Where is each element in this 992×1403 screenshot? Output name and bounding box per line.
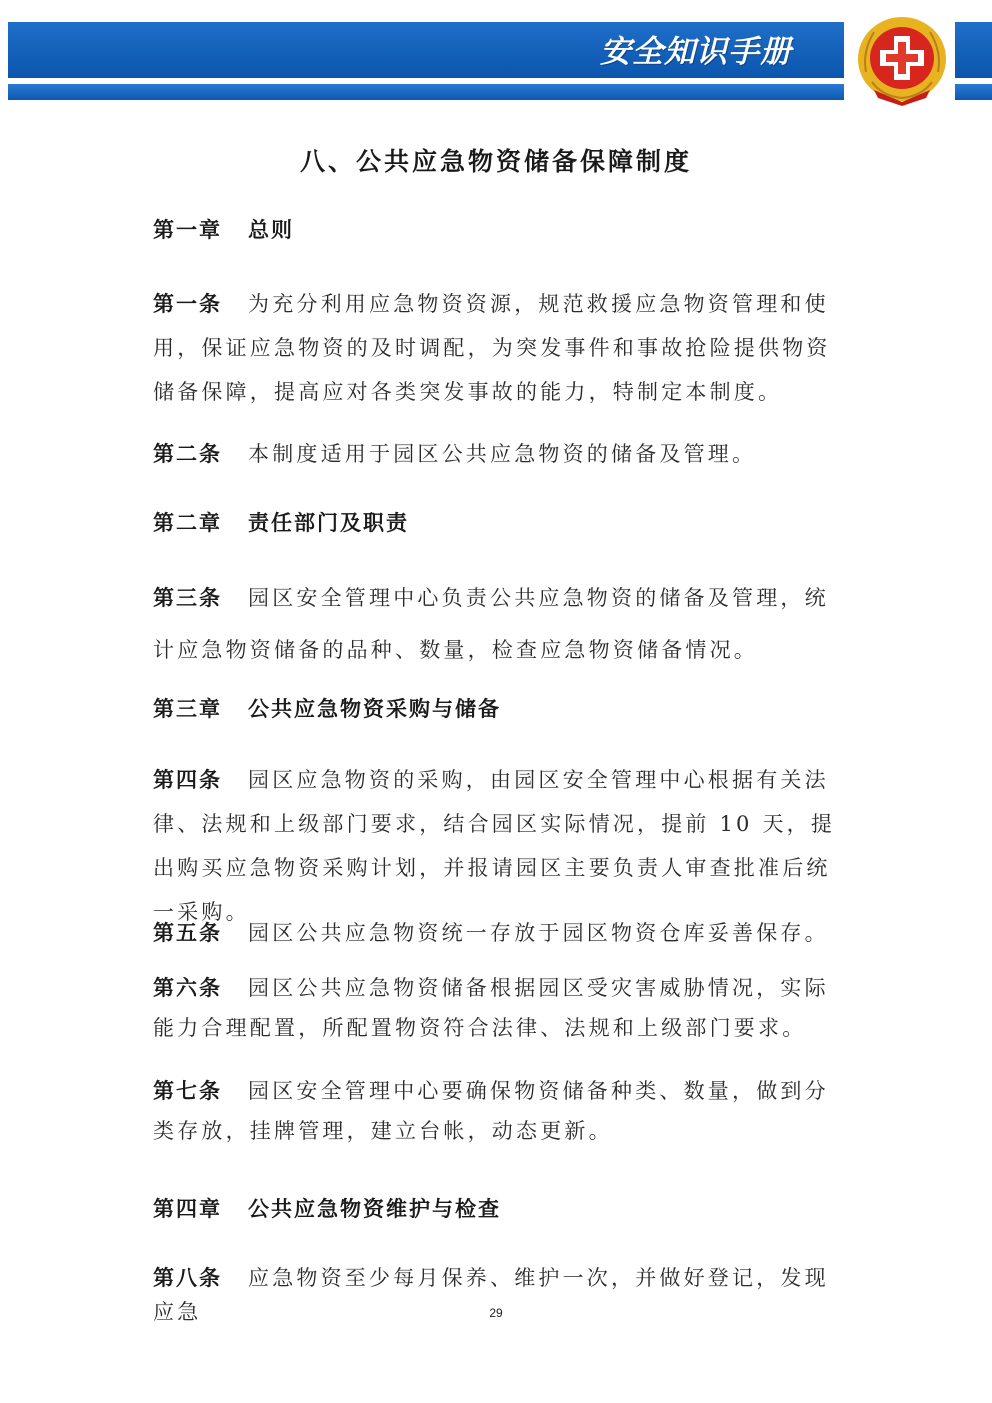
chapter-heading bbox=[153, 692, 848, 726]
page-number: 29 bbox=[489, 1306, 503, 1320]
article-text: 园区安全管理中心要确保物资储备种类、数量，做到分类存放，挂牌管理，建立台帐，动态更新。 bbox=[153, 1079, 829, 1143]
article-text: 应急物资至少每月保养、维护一次，并做好登记，发现应急 bbox=[153, 1266, 829, 1324]
banner-lower-strip bbox=[8, 84, 844, 100]
chapter-number: 第三章 bbox=[153, 697, 222, 721]
article-text: 园区公共应急物资储备根据园区受灾害威胁情况，实际能力合理配置，所配置物资符合法律、法规和上级部门要求。 bbox=[153, 976, 829, 1040]
article bbox=[153, 282, 848, 414]
article-text: 园区应急物资的采购，由园区安全管理中心根据有关法律、法规和上级部门要求，结合园区实际情况，提前 10 天，提出购买应急物资采购计划，并报请园区主要负责人审查批准后统一采购。 bbox=[153, 768, 836, 924]
article bbox=[153, 968, 848, 1048]
article-number: 第七条 bbox=[153, 1079, 222, 1103]
article bbox=[153, 758, 848, 934]
chapter-number: 第一章 bbox=[153, 218, 222, 242]
chapter-heading bbox=[153, 1192, 848, 1226]
chapter-name: 责任部门及职责 bbox=[248, 511, 409, 535]
banner-divider bbox=[8, 80, 844, 83]
article-number: 第一条 bbox=[153, 292, 222, 316]
chapter-name: 公共应急物资维护与检查 bbox=[248, 1197, 501, 1221]
article bbox=[153, 572, 848, 676]
page-title: 八、公共应急物资储备保障制度 bbox=[299, 147, 692, 176]
article-number: 第五条 bbox=[153, 921, 222, 945]
chapter-heading bbox=[153, 506, 848, 540]
article-text: 为充分利用应急物资资源，规范救援应急物资管理和使用，保证应急物资的及时调配，为突发事件和事故抢险提供物资储备保障，提高应对各类突发事故的能力，特制定本制度。 bbox=[153, 292, 831, 404]
article-number: 第三条 bbox=[153, 586, 222, 610]
safety-cross-emblem-icon bbox=[852, 12, 952, 106]
article-text: 园区公共应急物资统一存放于园区物资仓库妥善保存。 bbox=[248, 921, 829, 945]
article-number: 第四条 bbox=[153, 768, 222, 792]
banner-right-segment bbox=[955, 22, 992, 78]
article-number: 第八条 bbox=[153, 1266, 222, 1290]
article bbox=[153, 436, 848, 472]
chapter-name: 总则 bbox=[248, 218, 294, 242]
chapter-number: 第四章 bbox=[153, 1197, 222, 1221]
chapter-name: 公共应急物资采购与储备 bbox=[248, 697, 501, 721]
manual-title: 安全知识手册 bbox=[600, 34, 792, 70]
article-text: 本制度适用于园区公共应急物资的储备及管理。 bbox=[248, 442, 757, 466]
chapter-number: 第二章 bbox=[153, 511, 222, 535]
article-text: 园区安全管理中心负责公共应急物资的储备及管理，统计应急物资储备的品种、数量，检查应急物资储备情况。 bbox=[153, 586, 829, 662]
article-number: 第二条 bbox=[153, 442, 222, 466]
article bbox=[153, 1071, 848, 1151]
article-number: 第六条 bbox=[153, 976, 222, 1000]
banner-right-lower-segment bbox=[955, 84, 992, 100]
chapter-heading bbox=[153, 214, 848, 246]
article bbox=[153, 915, 848, 951]
